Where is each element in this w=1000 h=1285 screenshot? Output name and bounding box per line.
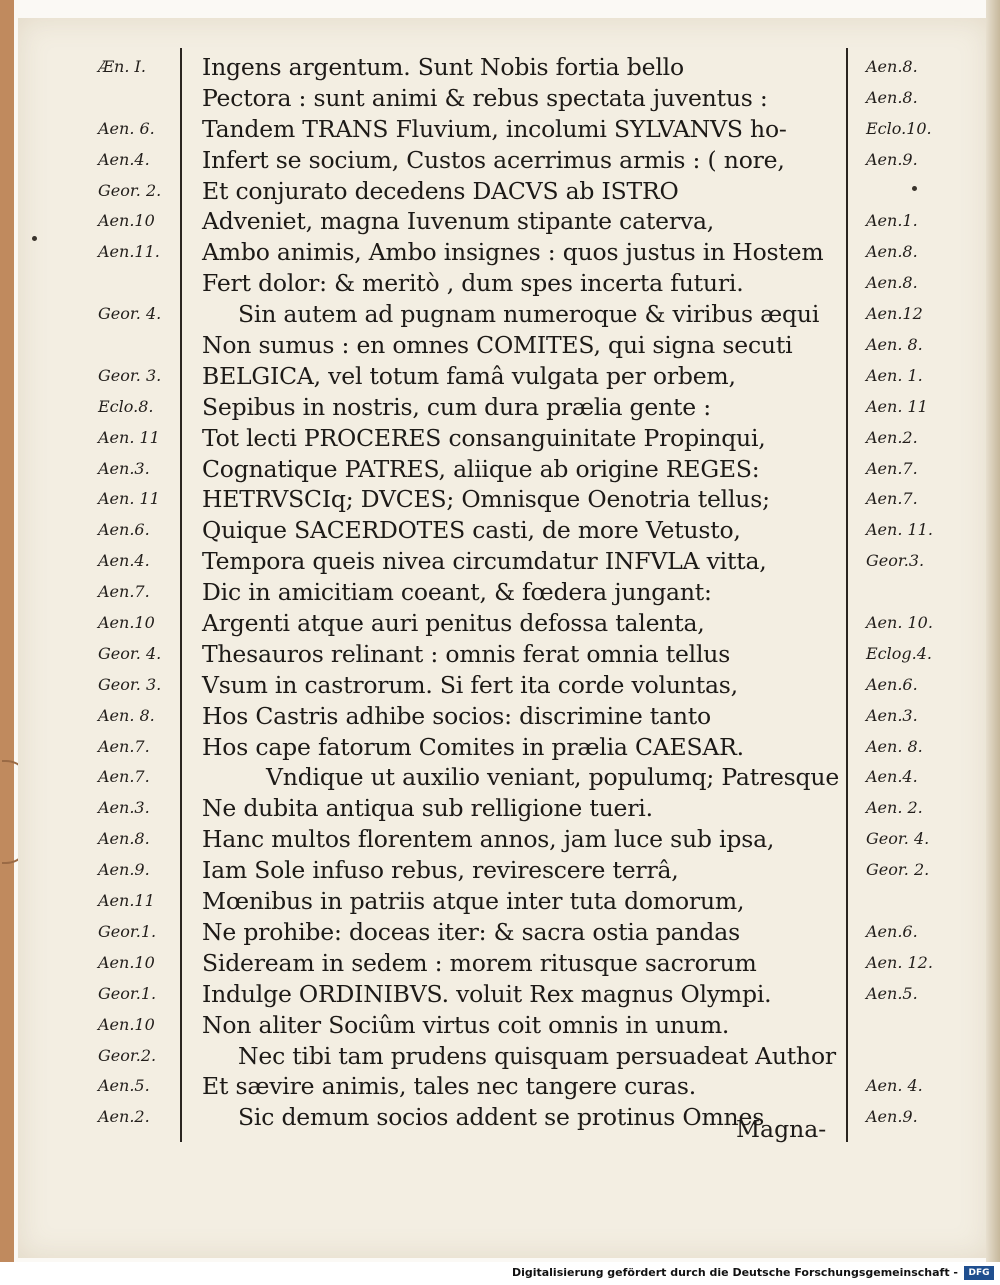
right-margin-reference: Aen. 1. bbox=[866, 365, 923, 385]
verse-line: Ingens argentum. Sunt Nobis fortia bello bbox=[202, 53, 684, 81]
verse-line: Dic in amicitiam coeant, & fœdera jungant: bbox=[202, 578, 712, 607]
verse-line: HETRVSCIq; DVCES; Omnisque Oenotria tellus; bbox=[202, 485, 770, 514]
left-margin-reference: Aen.8. bbox=[98, 829, 150, 849]
right-margin-reference: Aen.8. bbox=[866, 242, 918, 262]
verse-line: Hos cape fatorum Comites in prælia CAESAR. bbox=[202, 732, 744, 761]
verse-line: Cognatique PATRES, aliique ab origine REGES: bbox=[202, 454, 760, 483]
right-margin-reference: Aen.9. bbox=[866, 1107, 918, 1127]
left-margin-reference: Aen.2. bbox=[98, 1107, 150, 1127]
left-margin-reference: Aen.3. bbox=[98, 798, 150, 818]
verse-line: Quique SACERDOTES casti, de more Vetusto, bbox=[202, 516, 741, 545]
verse-line: Sic demum socios addent se protinus Omnes bbox=[238, 1103, 765, 1132]
left-margin-reference: Aen.3. bbox=[98, 458, 150, 478]
verse-line: BELGICA, vel totum famâ vulgata per orbem, bbox=[202, 361, 736, 390]
verse-line: Non sumus : en omnes COMITES, qui signa secuti bbox=[202, 331, 793, 360]
right-margin-reference: Eclo.10. bbox=[866, 118, 932, 138]
verse-line: Et conjurato decedens DACVS ab ISTRO bbox=[202, 176, 679, 205]
right-margin-reference: Aen.8. bbox=[866, 87, 918, 107]
verse-line: Tempora queis nivea circumdatur INFVLA vitta, bbox=[202, 547, 767, 576]
footer-bar bbox=[0, 1262, 1000, 1285]
right-margin-reference bbox=[852, 577, 962, 608]
left-margin-reference: Aen.11 bbox=[98, 891, 155, 911]
right-margin-reference: Aen.5. bbox=[866, 983, 918, 1003]
left-margin-reference: Aen.7. bbox=[98, 736, 150, 756]
left-margin-reference: Aen.9. bbox=[98, 860, 150, 880]
right-margin-reference: Aen. 4. bbox=[866, 1076, 923, 1096]
left-margin-reference: Aen.10 bbox=[98, 211, 155, 231]
right-margin-reference: Geor. 4. bbox=[866, 829, 930, 849]
right-margin-reference bbox=[852, 1010, 962, 1041]
catchword: Magna- bbox=[736, 1115, 827, 1143]
right-margin-reference: Aen.8. bbox=[866, 57, 918, 76]
verse-column bbox=[202, 52, 842, 1133]
footer-credit: Digitalisierung gefördert durch die Deutsche Forschungsgemeinschaft - bbox=[511, 1266, 958, 1279]
ink-speck bbox=[32, 236, 37, 241]
left-margin-reference: Geor.1. bbox=[98, 921, 157, 941]
left-margin-reference: Aen. 6. bbox=[98, 118, 155, 138]
verse-line: Infert se socium, Custos acerrimus armis : ( nore, bbox=[202, 145, 785, 174]
left-margin-reference: Eclo.8. bbox=[98, 396, 154, 416]
left-margin-reference: Geor.1. bbox=[98, 983, 157, 1003]
verse-line: Sepibus in nostris, cum dura prælia gente : bbox=[202, 392, 711, 421]
right-margin-reference: Aen.12 bbox=[866, 304, 923, 324]
left-margin-reference: Æn. I. bbox=[98, 57, 146, 76]
verse-line: Fert dolor: & meritò , dum spes incerta futuri. bbox=[202, 269, 744, 298]
verse-line: Et sævire animis, tales nec tangere curas. bbox=[202, 1072, 696, 1101]
left-margin-reference: Aen.10 bbox=[98, 613, 155, 633]
right-margin-reference: Aen.9. bbox=[866, 149, 918, 169]
right-margin-reference: Aen. 2. bbox=[866, 798, 923, 818]
right-margin-reference: Aen. 11. bbox=[866, 520, 933, 540]
right-margin-reference: Aen.7. bbox=[866, 489, 918, 509]
left-margin-reference bbox=[86, 330, 178, 361]
right-margin-reference: Aen. 8. bbox=[866, 335, 923, 355]
left-margin-reference: Aen.11. bbox=[98, 242, 160, 262]
left-margin-reference: Aen.4. bbox=[98, 149, 150, 169]
verse-line: Pectora : sunt animi & rebus spectata juventus : bbox=[202, 83, 768, 112]
left-margin-reference bbox=[86, 83, 178, 114]
left-margin-reference bbox=[86, 268, 178, 299]
left-margin-reference: Aen. 11 bbox=[98, 427, 160, 447]
right-margin-reference: Aen. 8. bbox=[866, 736, 923, 756]
right-margin-reference: Aen.3. bbox=[866, 705, 918, 725]
verse-line: Indulge ORDINIBVS. voluit Rex magnus Olympi. bbox=[202, 979, 772, 1008]
left-margin-reference: Aen.6. bbox=[98, 520, 150, 540]
verse-line: Non aliter Sociûm virtus coit omnis in unum. bbox=[202, 1010, 730, 1039]
right-reference-column bbox=[852, 52, 962, 1133]
ink-speck bbox=[912, 186, 917, 191]
right-margin-reference bbox=[852, 1041, 962, 1072]
verse-line: Ambo animis, Ambo insignes : quos justus in Hostem bbox=[202, 238, 824, 267]
right-margin-reference: Aen. 10. bbox=[866, 613, 933, 633]
verse-line: Sin autem ad pugnam numeroque & viribus æqui bbox=[238, 300, 820, 329]
left-margin-reference: Geor. 2. bbox=[98, 180, 162, 200]
left-margin-reference: Aen.4. bbox=[98, 551, 150, 571]
right-margin-reference: Aen.4. bbox=[866, 767, 918, 787]
left-margin-reference: Geor. 3. bbox=[98, 674, 162, 694]
right-margin-reference bbox=[852, 886, 962, 917]
right-margin-reference: Aen.6. bbox=[866, 674, 918, 694]
right-margin-reference: Aen.1. bbox=[866, 211, 918, 231]
verse-line: Ne dubita antiqua sub relligione tueri. bbox=[202, 794, 653, 823]
left-margin-reference: Geor. 4. bbox=[98, 304, 162, 324]
verse-line: Vndique ut auxilio veniant, populumq; Patresque bbox=[266, 763, 840, 792]
right-margin-reference: Aen. 11 bbox=[866, 396, 928, 416]
verse-line: Hos Castris adhibe socios: discrimine tanto bbox=[202, 701, 711, 730]
right-margin-reference: Aen.2. bbox=[866, 427, 918, 447]
right-margin-reference bbox=[852, 176, 962, 207]
left-margin-reference: Aen. 11 bbox=[98, 489, 160, 509]
verse-line: Adveniet, magna Iuvenum stipante caterva, bbox=[202, 207, 715, 236]
verse-line: Hanc multos florentem annos, jam luce sub ipsa, bbox=[202, 825, 775, 854]
verse-line: Vsum in castrorum. Si fert ita corde voluntas, bbox=[202, 670, 738, 699]
verse-line: Tandem TRANS Fluvium, incolumi SYLVANVS ho- bbox=[202, 114, 787, 143]
verse-line: Tot lecti PROCERES consanguinitate Propinqui, bbox=[202, 423, 766, 452]
left-margin-reference: Aen.5. bbox=[98, 1076, 150, 1096]
right-margin-rule bbox=[846, 48, 848, 1142]
dfg-logo: DFG bbox=[964, 1266, 994, 1280]
left-margin-reference: Aen. 8. bbox=[98, 705, 155, 725]
verse-line: Thesauros relinant : omnis ferat omnia tellus bbox=[202, 639, 731, 668]
left-margin-reference: Geor. 3. bbox=[98, 365, 162, 385]
verse-line: Mœnibus in patriis atque inter tuta domorum, bbox=[202, 887, 745, 916]
left-margin-reference: Aen.10 bbox=[98, 1014, 155, 1034]
right-margin-reference: Eclog.4. bbox=[866, 643, 932, 663]
left-margin-rule bbox=[180, 48, 182, 1142]
right-margin-reference: Aen.7. bbox=[866, 458, 918, 478]
left-margin-reference: Geor.2. bbox=[98, 1045, 157, 1065]
verse-line: Ne prohibe: doceas iter: & sacra ostia pandas bbox=[202, 917, 740, 946]
right-margin-reference: Aen. 12. bbox=[866, 952, 933, 972]
left-reference-column bbox=[86, 52, 178, 1133]
left-margin-reference: Aen.7. bbox=[98, 767, 150, 787]
right-margin-reference: Geor.3. bbox=[866, 551, 925, 571]
book-edge-left bbox=[0, 0, 14, 1262]
right-margin-reference: Geor. 2. bbox=[866, 860, 930, 880]
verse-line: Argenti atque auri penitus defossa talenta, bbox=[202, 609, 705, 638]
left-margin-reference: Geor. 4. bbox=[98, 643, 162, 663]
left-margin-reference: Aen.10 bbox=[98, 952, 155, 972]
left-margin-reference: Aen.7. bbox=[98, 582, 150, 602]
verse-line: Iam Sole infuso rebus, reviresсere terrâ, bbox=[202, 856, 679, 885]
verse-line: Nec tibi tam prudens quisquam persuadeat Author bbox=[238, 1041, 836, 1070]
right-margin-reference: Aen.6. bbox=[866, 921, 918, 941]
book-edge-right bbox=[986, 0, 1000, 1262]
verse-line: Sideream in sedem : morem ritusque sacrorum bbox=[202, 948, 757, 977]
right-margin-reference: Aen.8. bbox=[866, 273, 918, 293]
